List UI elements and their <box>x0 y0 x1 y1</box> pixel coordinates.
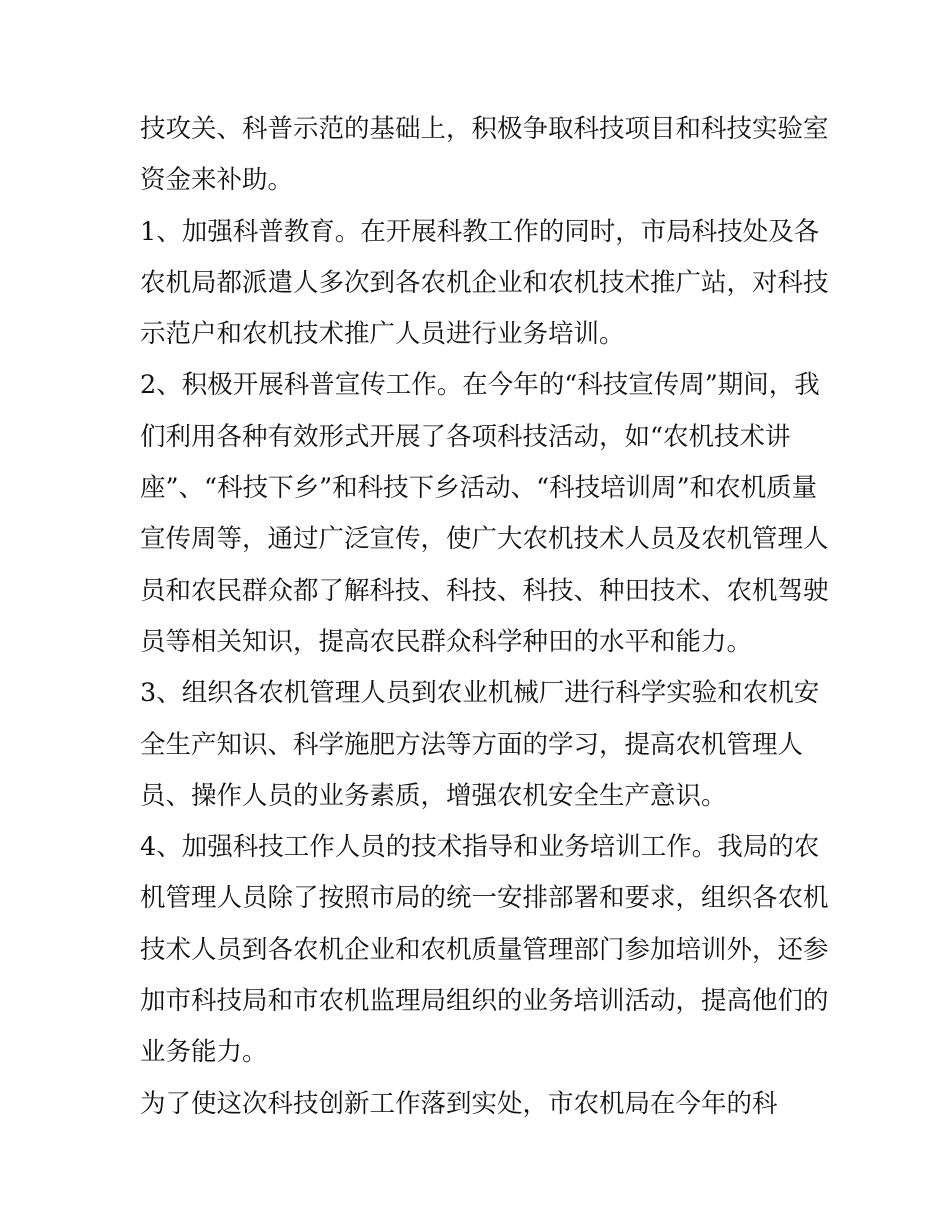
text-line: 全生产知识、科学施肥方法等方面的学习，提高农机管理人 <box>140 729 804 760</box>
text-line: 为了使这次科技创新工作落到实处，市农机局在今年的科 <box>140 1088 778 1119</box>
text-line: 1、加强科普教育。在开展科教工作的同时，市局科技处及各 <box>140 216 820 247</box>
text-line: 座”、“科技下乡”和科技下乡活动、“科技培训周”和农机质量 <box>140 473 818 504</box>
text-line: 业务能力。 <box>140 1037 268 1068</box>
text-line: 员、操作人员的业务素质，增强农机安全生产意识。 <box>140 780 727 811</box>
text-line: 3、组织各农机管理人员到农业机械厂进行科学实验和农机安 <box>140 678 820 709</box>
document-body <box>140 104 829 1130</box>
text-line: 加市科技局和市农机监理局组织的业务培训活动，提高他们的 <box>140 986 829 1017</box>
text-line: 技攻关、科普示范的基础上，积极争取科技项目和科技实验室 <box>140 114 829 144</box>
text-line: 4、加强科技工作人员的技术指导和业务培训工作。我局的农 <box>140 832 820 863</box>
text-line: 员等相关知识，提高农民群众科学种田的水平和能力。 <box>140 626 753 657</box>
text-line: 宣传周等，通过广泛宣传，使广大农机技术人员及农机管理人 <box>140 524 829 555</box>
text-line: 资金来补助。 <box>140 165 294 196</box>
text-line: 技术人员到各农机企业和农机质量管理部门参加培训外，还参 <box>140 934 829 965</box>
text-line: 示范户和农机技术推广人员进行业务培训。 <box>140 319 625 350</box>
text-line: 们利用各种有效形式开展了各项科技活动，如“农机技术讲 <box>140 421 791 452</box>
text-line: 农机局都派遣人多次到各农机企业和农机技术推广站，对科技 <box>140 267 829 298</box>
text-line: 机管理人员除了按照市局的统一安排部署和要求，组织各农机 <box>140 883 829 914</box>
text-line: 2、积极开展科普宣传工作。在今年的“科技宣传周”期间，我 <box>140 370 820 401</box>
text-line: 员和农民群众都了解科技、科技、科技、种田技术、农机驾驶 <box>140 575 829 606</box>
